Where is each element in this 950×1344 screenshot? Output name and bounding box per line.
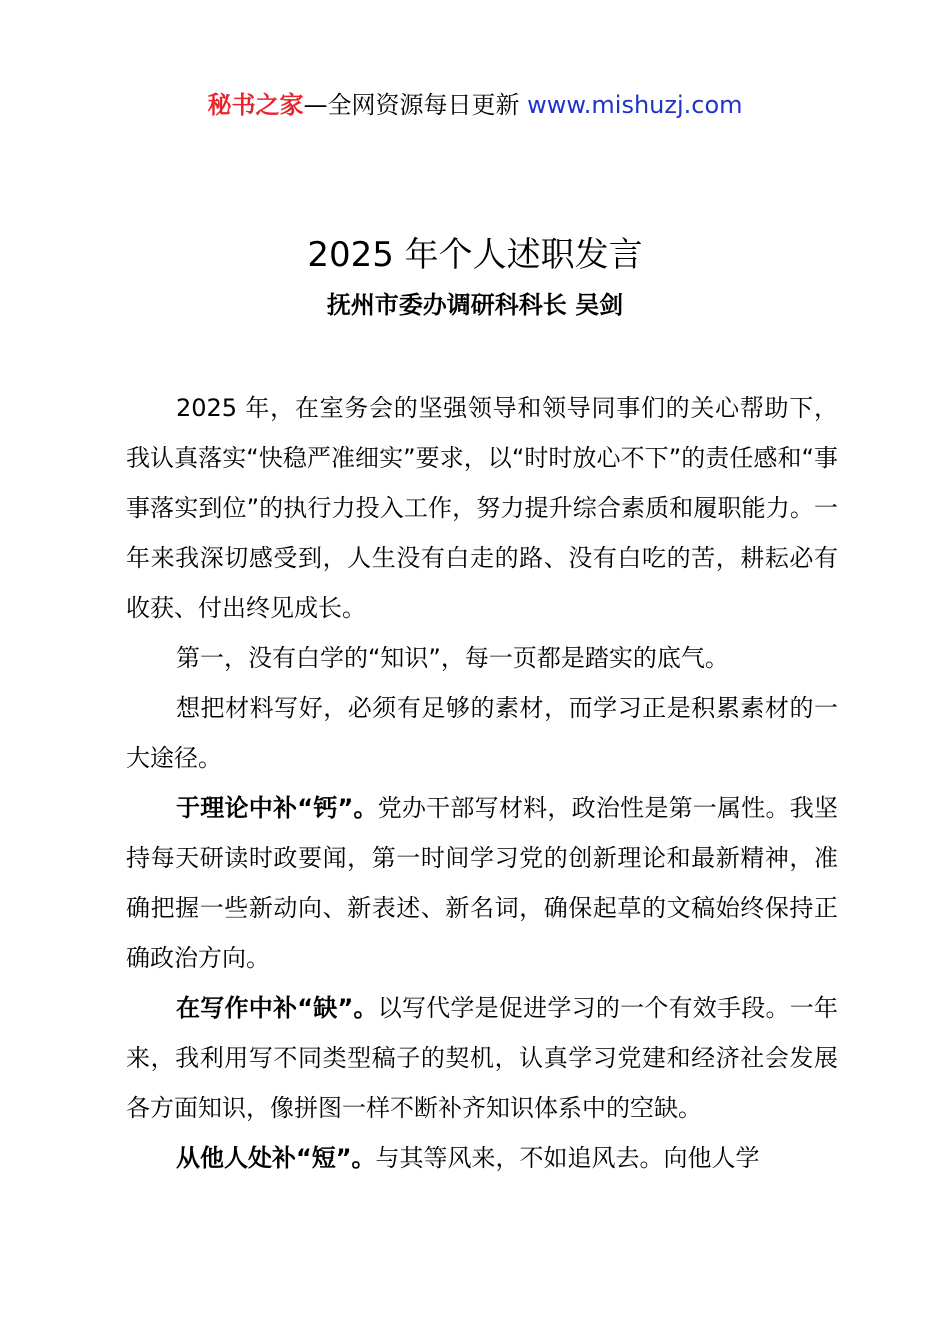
paragraph-text: 与其等风来，不如追风去。向他人学	[375, 1144, 760, 1172]
paragraph-text: 想把材料写好，必须有足够的素材，而学习正是积累素材的一大途径。	[126, 694, 838, 772]
paragraph-text: 2025 年，在室务会的坚强领导和领导同事们的关心帮助下，我认真落实“快稳严准细实”要求，以“时时放心不下”的责任感和“事事落实到位”的执行力投入工作，努力提升综合素质和履职能力。一年来我深切感受到，人生没有白走的路、没有白吃的苦，耕耘必有收获、付出终见成长。	[126, 394, 838, 622]
brand-name: 秘书之家	[207, 91, 304, 119]
paragraph	[126, 783, 838, 983]
document-title: 2025 年个人述职发言	[307, 235, 643, 275]
site-header	[0, 88, 950, 122]
paragraph-text: 第一，没有白学的“知识”，每一页都是踏实的底气。	[176, 644, 729, 672]
paragraph	[126, 683, 838, 783]
header-tagline: —全网资源每日更新	[303, 91, 528, 119]
paragraph-lead: 于理论中补“钙”。	[176, 794, 378, 822]
document-author: 抚州市委办调研科科长 吴剑	[326, 291, 624, 319]
paragraph-text: 以写代学是促进学习的一个有效手段。一年来，我利用写不同类型稿子的契机，认真学习党建和经济社会发展各方面知识，像拼图一样不断补齐知识体系中的空缺。	[126, 994, 839, 1122]
paragraph-text: 党办干部写材料，政治性是第一属性。我坚持每天研读时政要闻，第一时间学习党的创新理论和最新精神，准确把握一些新动向、新表述、新名词，确保起草的文稿始终保持正确政治方向。	[126, 794, 839, 972]
document-body	[126, 383, 838, 1183]
paragraph	[126, 633, 838, 683]
site-url-link[interactable]: www.mishuzj.com	[527, 91, 743, 119]
paragraph	[126, 383, 838, 633]
paragraph	[126, 983, 838, 1133]
paragraph-lead: 在写作中补“缺”。	[176, 994, 378, 1022]
paragraph	[126, 1133, 838, 1183]
paragraph-lead: 从他人处补“短”。	[176, 1144, 376, 1172]
